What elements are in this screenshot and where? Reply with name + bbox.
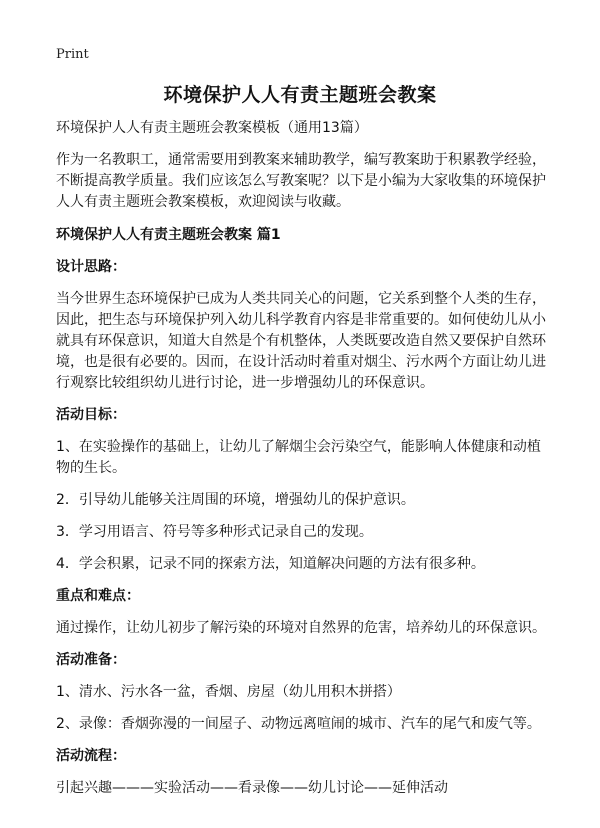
print-label: Print <box>56 47 89 62</box>
process-text: 引起兴趣———实验活动——看录像——幼儿讨论——延伸活动 <box>56 780 448 796</box>
goal-item: 3．学习用语言、符号等多种形式记录自己的发现。 <box>56 524 373 540</box>
goal-item: 2．引导幼儿能够关注周围的环境，增强幼儿的保护意识。 <box>56 492 415 508</box>
goal-item: 4．学会积累，记录不同的探索方法，知道解决问题的方法有很多种。 <box>56 556 485 572</box>
design-label: 设计思路： <box>56 259 126 275</box>
section-heading: 环境保护人人有责主题班会教案 篇1 <box>56 227 281 243</box>
goal-item: 1、在实验操作的基础上，让幼儿了解烟尘会污染空气，能影响人体健康和动植物的生长。 <box>56 439 541 476</box>
process-label: 活动流程： <box>56 748 126 764</box>
preparation-item: 2、录像：香烟弥漫的一间屋子、动物远离喧闹的城市、汽车的尾气和废气等。 <box>56 716 541 732</box>
key-points-text: 通过操作，让幼儿初步了解污染的环境对自然界的危害，培养幼儿的环保意识。 <box>56 620 546 636</box>
key-points-label: 重点和难点： <box>56 588 140 604</box>
preparation-item: 1、清水、污水各一盆，香烟、房屋（幼儿用积木拼搭） <box>56 684 401 700</box>
goals-label: 活动目标： <box>56 407 126 423</box>
intro-paragraph: 作为一名教职工，通常需要用到教案来辅助教学，编写教案助于积累教学经验，不断提高教学质量。我们应该怎么写教案呢？以下是小编为大家收集的环境保护人人有责主题班会教案模板，欢迎阅读与收藏。 <box>56 152 546 210</box>
preparation-label: 活动准备： <box>56 652 126 668</box>
subtitle: 环境保护人人有责主题班会教案模板（通用13篇） <box>56 120 368 136</box>
page-title: 环境保护人人有责主题班会教案 <box>163 84 437 106</box>
document-body <box>56 118 552 810</box>
design-text: 当今世界生态环境保护已成为人类共同关心的问题，它关系到整个人类的生存，因此，把生态与环境保护列入幼儿科学教育内容是非常重要的。如何使幼儿从小就具有环保意识，知道大自然是个有机整体，人类既要改造自然又要保护自然环境，也是很有必要的。因而，在设计活动时着重对烟尘、污水两个方面让幼儿进行观察比较组织幼儿进行讨论，进一步增强幼儿的环保意识。 <box>56 291 546 391</box>
